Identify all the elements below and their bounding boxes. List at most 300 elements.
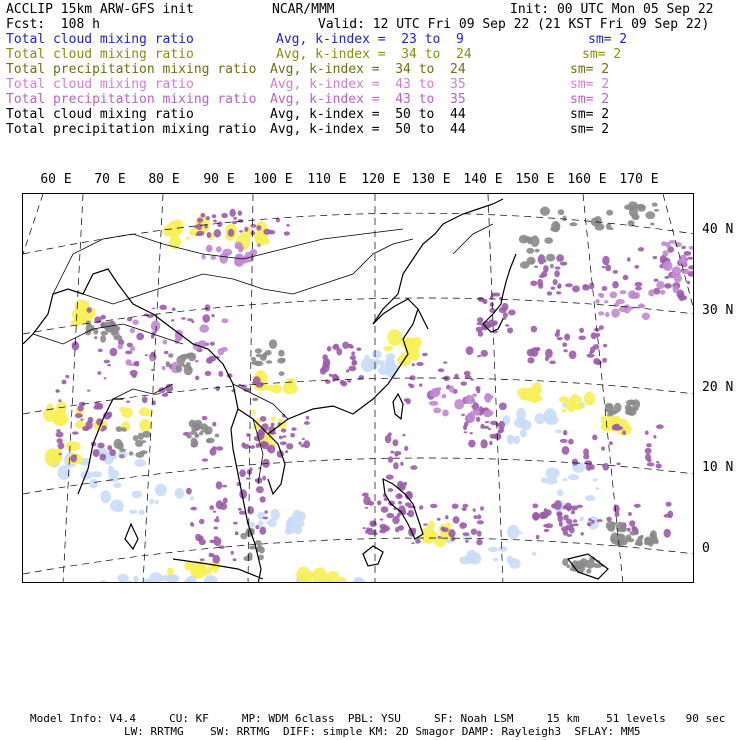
legend-field-name: Total precipitation mixing ratio	[6, 92, 257, 107]
precip-purple-area	[209, 505, 214, 510]
precip-purple-area	[646, 443, 652, 447]
precip-purple-area	[614, 512, 619, 517]
precip-purple-area	[72, 431, 78, 434]
high-cloud-gray-area	[586, 569, 591, 574]
precip-purple-area	[87, 307, 92, 313]
high-cloud-gray-area	[654, 209, 659, 212]
cloud-blue-area	[113, 482, 121, 488]
high-cloud-gray-area	[638, 541, 643, 546]
precip-purple-area	[532, 512, 540, 521]
cloud-yellow-area	[271, 416, 276, 421]
precip-light-purple-area	[595, 299, 599, 304]
precip-purple-area	[602, 266, 606, 268]
precip-purple-area	[499, 403, 507, 411]
organization-label: NCAR/MMM	[272, 2, 335, 17]
precip-purple-area	[536, 347, 540, 351]
precip-light-purple-area	[660, 290, 666, 295]
precip-purple-area	[541, 271, 547, 277]
precip-light-purple-area	[441, 394, 446, 398]
legend-avg-range: Avg, k-index = 43 to 35	[270, 92, 466, 107]
precip-purple-area	[365, 507, 368, 509]
precip-purple-area	[508, 310, 516, 316]
high-cloud-gray-area	[566, 564, 570, 568]
precip-purple-area	[98, 349, 103, 353]
precip-purple-area	[547, 291, 552, 295]
precip-purple-area	[443, 361, 447, 363]
precip-purple-area	[481, 350, 488, 357]
high-cloud-gray-area	[259, 546, 265, 553]
latitude-gridline	[23, 458, 694, 494]
legend-field-name: Total cloud mixing ratio	[6, 47, 194, 62]
precip-purple-area	[597, 519, 603, 522]
cloud-yellow-area	[140, 419, 152, 433]
cloud-blue-area	[89, 479, 98, 489]
cloud-yellow-area	[296, 567, 311, 582]
longitude-label: 100 E	[253, 172, 293, 187]
precip-purple-area	[235, 531, 239, 535]
cloud-blue-area	[557, 489, 563, 496]
high-cloud-gray-area	[176, 355, 185, 364]
precip-purple-area	[283, 435, 287, 438]
precip-light-purple-area	[430, 390, 440, 397]
precip-purple-area	[507, 327, 513, 333]
precip-purple-area	[228, 229, 235, 237]
precip-light-purple-area	[129, 364, 133, 366]
precip-purple-area	[210, 342, 215, 346]
precip-purple-area	[395, 527, 399, 533]
high-cloud-gray-area	[535, 249, 540, 253]
precip-purple-area	[56, 390, 60, 392]
precip-light-purple-area	[656, 281, 664, 289]
precip-purple-area	[256, 443, 260, 446]
cloud-blue-area	[498, 546, 508, 551]
high-cloud-gray-area	[540, 207, 550, 216]
precip-purple-area	[260, 416, 267, 422]
cloud-yellow-area	[66, 441, 81, 451]
cloud-blue-area	[513, 436, 520, 445]
high-cloud-gray-area	[168, 353, 173, 358]
precip-purple-area	[555, 332, 560, 337]
precip-purple-area	[223, 498, 228, 504]
cloud-blue-area	[563, 478, 568, 481]
precip-purple-area	[442, 527, 449, 532]
high-cloud-gray-area	[129, 451, 134, 455]
cloud-yellow-area	[569, 397, 577, 404]
precip-purple-area	[109, 449, 116, 456]
cloud-blue-area	[270, 509, 280, 521]
precip-purple-area	[466, 346, 474, 355]
precip-purple-area	[351, 360, 357, 366]
high-cloud-gray-area	[654, 539, 658, 542]
cloud-yellow-area	[533, 396, 543, 401]
precip-purple-area	[654, 279, 659, 282]
longitude-label: 70 E	[94, 172, 126, 187]
precip-purple-area	[480, 439, 487, 448]
precip-light-purple-area	[151, 320, 160, 331]
precip-purple-area	[233, 217, 237, 220]
precip-light-purple-area	[199, 325, 209, 333]
precip-purple-area	[251, 231, 256, 235]
cloud-blue-area	[132, 491, 143, 499]
precip-purple-area	[202, 416, 208, 420]
high-cloud-gray-area	[580, 558, 588, 568]
precip-purple-area	[213, 527, 218, 530]
precip-purple-area	[468, 440, 475, 448]
precip-purple-area	[556, 254, 564, 262]
precip-purple-area	[393, 462, 399, 469]
longitude-label: 120 E	[361, 172, 401, 187]
precip-purple-area	[498, 421, 505, 429]
high-cloud-gray-area	[280, 358, 286, 362]
precip-purple-area	[303, 440, 310, 448]
precip-purple-area	[77, 405, 83, 412]
precip-light-purple-area	[648, 289, 654, 296]
precip-purple-area	[329, 374, 333, 377]
precip-purple-area	[412, 528, 416, 532]
precip-purple-area	[80, 419, 83, 421]
precip-purple-area	[581, 532, 584, 536]
precip-purple-area	[58, 399, 61, 402]
cloud-yellow-area	[271, 384, 282, 393]
cloud-blue-area	[555, 429, 562, 433]
precip-purple-area	[216, 446, 224, 450]
precip-purple-area	[480, 506, 484, 510]
cloud-blue-area	[506, 556, 513, 564]
precip-light-purple-area	[257, 243, 261, 247]
high-cloud-gray-area	[142, 431, 152, 438]
high-cloud-gray-area	[630, 531, 637, 536]
precip-purple-area	[527, 349, 535, 357]
cloud-blue-area	[379, 360, 384, 366]
high-cloud-gray-area	[527, 239, 532, 244]
precip-purple-area	[409, 384, 414, 388]
cloud-blue-area	[541, 477, 548, 483]
precip-purple-area	[536, 535, 540, 539]
cloud-blue-area	[296, 511, 306, 522]
precip-purple-area	[320, 367, 326, 375]
precip-purple-area	[246, 433, 250, 437]
precip-purple-area	[563, 349, 567, 352]
precip-light-purple-area	[616, 299, 625, 304]
precip-purple-area	[202, 314, 210, 323]
precip-light-purple-area	[682, 269, 690, 275]
cloud-blue-area	[149, 499, 154, 505]
precip-purple-area	[551, 504, 557, 509]
precip-purple-area	[256, 225, 261, 230]
precip-purple-area	[340, 380, 345, 385]
high-cloud-gray-area	[605, 403, 613, 408]
high-cloud-gray-area	[594, 216, 602, 225]
precip-purple-area	[638, 247, 644, 251]
precip-light-purple-area	[485, 394, 494, 399]
cloud-yellow-area	[562, 409, 567, 413]
precip-purple-area	[205, 304, 211, 311]
precip-purple-area	[562, 342, 567, 347]
precip-purple-area	[451, 537, 456, 541]
precip-purple-area	[195, 376, 199, 381]
precip-light-purple-area	[635, 292, 640, 299]
high-cloud-gray-area	[520, 261, 530, 269]
precip-purple-area	[239, 469, 246, 477]
precip-purple-area	[557, 512, 562, 517]
longitude-label: 110 E	[307, 172, 347, 187]
precip-purple-area	[656, 461, 659, 463]
precip-purple-area	[423, 523, 428, 525]
high-cloud-gray-area	[269, 339, 277, 349]
precip-purple-area	[589, 283, 594, 290]
precip-purple-area	[88, 417, 94, 423]
high-cloud-gray-area	[260, 354, 267, 361]
latitude-label: 30 N	[702, 303, 734, 318]
cloud-blue-area	[568, 474, 579, 480]
precip-purple-area	[460, 381, 467, 385]
longitude-label: 90 E	[203, 172, 235, 187]
precip-purple-area	[687, 257, 693, 260]
precip-purple-area	[553, 279, 558, 285]
precip-purple-area	[213, 555, 221, 564]
precip-purple-area	[216, 500, 224, 509]
precip-purple-area	[104, 377, 107, 379]
precip-purple-area	[133, 361, 139, 366]
precip-purple-area	[350, 356, 356, 361]
precip-purple-area	[505, 324, 509, 327]
cloud-blue-area	[375, 582, 386, 583]
cloud-blue-area	[493, 558, 499, 562]
precip-purple-area	[342, 342, 349, 349]
high-cloud-gray-area	[550, 226, 559, 231]
precip-purple-area	[75, 413, 83, 418]
precip-purple-area	[579, 328, 584, 333]
precip-purple-area	[238, 508, 242, 511]
precip-purple-area	[473, 508, 476, 511]
precip-purple-area	[572, 285, 580, 292]
precip-purple-area	[281, 428, 287, 432]
high-cloud-gray-area	[265, 350, 272, 355]
cloud-blue-area	[117, 505, 123, 512]
legend-field-name: Total cloud mixing ratio	[6, 77, 194, 92]
precip-light-purple-area	[598, 311, 604, 315]
legend-smoothing: sm= 2	[570, 92, 610, 107]
precip-purple-area	[302, 438, 305, 440]
precip-purple-area	[358, 377, 362, 380]
precip-light-purple-area	[234, 258, 244, 267]
cloud-blue-area	[532, 552, 536, 556]
cloud-yellow-area	[184, 562, 193, 571]
cloud-blue-area	[516, 408, 526, 421]
precip-purple-area	[681, 246, 686, 249]
precip-purple-area	[392, 439, 398, 446]
high-cloud-gray-area	[180, 363, 185, 366]
precip-purple-area	[87, 390, 91, 392]
cloud-blue-area	[378, 366, 390, 375]
precip-purple-area	[221, 213, 228, 218]
cloud-blue-area	[520, 429, 527, 437]
precip-light-purple-area	[663, 262, 669, 269]
precip-purple-area	[195, 534, 201, 541]
cloud-blue-area	[375, 582, 384, 583]
precip-purple-area	[85, 426, 89, 431]
precip-purple-area	[493, 320, 498, 325]
precip-purple-area	[267, 448, 270, 452]
cloud-yellow-area	[312, 568, 328, 584]
precip-purple-area	[483, 301, 487, 304]
precip-light-purple-area	[470, 411, 476, 415]
precip-purple-area	[100, 454, 107, 461]
precip-purple-area	[564, 334, 570, 341]
precip-purple-area	[463, 532, 470, 536]
longitude-label: 160 E	[567, 172, 607, 187]
cloud-yellow-area	[584, 392, 595, 406]
precip-purple-area	[264, 510, 267, 514]
precip-purple-area	[664, 529, 671, 538]
high-cloud-gray-area	[569, 222, 577, 226]
cloud-yellow-area	[251, 409, 256, 414]
cloud-blue-area	[127, 581, 133, 583]
precip-purple-area	[187, 318, 193, 321]
precip-purple-area	[587, 353, 595, 357]
precip-purple-area	[279, 436, 283, 440]
longitude-label: 150 E	[515, 172, 555, 187]
precip-purple-area	[136, 333, 144, 341]
precip-purple-area	[127, 317, 132, 321]
longitude-label: 60 E	[40, 172, 72, 187]
cloud-blue-area	[353, 577, 364, 583]
precip-purple-area	[612, 281, 619, 288]
precip-purple-area	[527, 357, 534, 363]
cloud-yellow-area	[172, 219, 184, 233]
precip-purple-area	[555, 266, 561, 269]
cloud-yellow-area	[119, 407, 127, 413]
cloud-blue-area	[546, 416, 559, 425]
precip-purple-area	[200, 558, 205, 561]
country-border	[83, 239, 413, 304]
precip-purple-area	[110, 348, 118, 357]
precip-purple-area	[405, 502, 412, 506]
precip-purple-area	[602, 358, 607, 363]
precip-purple-area	[347, 380, 351, 383]
precip-purple-area	[244, 227, 248, 232]
precip-purple-area	[571, 510, 575, 514]
precip-purple-area	[363, 527, 366, 529]
cloud-yellow-area	[577, 403, 582, 408]
precip-light-purple-area	[429, 401, 439, 406]
precip-purple-area	[470, 379, 474, 381]
precip-purple-area	[215, 386, 220, 391]
precip-purple-area	[645, 431, 649, 435]
precip-light-purple-area	[433, 408, 441, 414]
precip-purple-area	[142, 396, 148, 403]
high-cloud-gray-area	[542, 259, 546, 263]
precip-purple-area	[323, 358, 331, 368]
precip-purple-area	[172, 308, 176, 312]
precip-purple-area	[213, 220, 217, 223]
precip-light-purple-area	[454, 399, 464, 410]
high-cloud-gray-area	[166, 362, 170, 367]
high-cloud-gray-area	[619, 534, 624, 538]
precip-light-purple-area	[599, 293, 604, 298]
precip-purple-area	[635, 282, 643, 287]
precip-purple-area	[217, 221, 222, 227]
precip-purple-area	[377, 500, 381, 505]
precip-purple-area	[635, 287, 642, 291]
precip-purple-area	[390, 451, 394, 454]
precip-purple-area	[632, 526, 637, 531]
precip-purple-area	[126, 401, 130, 403]
precip-purple-area	[545, 356, 549, 361]
precip-purple-area	[568, 439, 574, 445]
cloud-yellow-area	[53, 417, 66, 426]
precip-purple-area	[239, 230, 243, 232]
cloud-blue-area	[592, 478, 598, 481]
precip-purple-area	[438, 368, 445, 372]
high-cloud-gray-area	[544, 237, 553, 244]
precip-purple-area	[290, 433, 295, 437]
precip-purple-area	[222, 485, 227, 488]
precip-purple-area	[599, 325, 604, 330]
precip-purple-area	[412, 363, 415, 366]
precip-purple-area	[664, 283, 672, 289]
high-cloud-gray-area	[546, 254, 555, 262]
precip-purple-area	[602, 286, 608, 291]
precip-purple-area	[454, 374, 459, 379]
precip-purple-area	[256, 486, 264, 493]
cloud-blue-area	[190, 496, 194, 500]
model-info-line2: LW: RRTMG SW: RRTMG DIFF: simple KM: 2D Smagor DAMP: Rayleigh3 SFLAY: MM5	[124, 725, 641, 738]
precip-light-purple-area	[206, 245, 213, 252]
latitude-gridline	[23, 298, 694, 334]
precip-purple-area	[445, 515, 448, 519]
precip-purple-area	[262, 476, 266, 481]
high-cloud-gray-area	[630, 213, 634, 216]
precip-light-purple-area	[163, 339, 168, 344]
cloud-blue-area	[517, 531, 523, 534]
precip-purple-area	[664, 276, 669, 279]
cloud-yellow-area	[167, 568, 174, 576]
precip-purple-area	[395, 494, 402, 500]
cloud-blue-area	[204, 575, 218, 583]
high-cloud-gray-area	[266, 360, 272, 364]
high-cloud-gray-area	[626, 400, 635, 405]
precip-light-purple-area	[605, 312, 609, 317]
precip-purple-area	[684, 251, 692, 256]
cloud-yellow-area	[387, 329, 403, 346]
precip-purple-area	[544, 529, 549, 532]
high-cloud-gray-area	[645, 211, 655, 219]
cloud-blue-area	[469, 552, 481, 564]
precip-purple-area	[653, 435, 656, 439]
coastline	[373, 224, 443, 324]
precip-purple-area	[448, 529, 455, 537]
high-cloud-gray-area	[530, 260, 534, 264]
precip-purple-area	[460, 522, 467, 528]
precip-purple-area	[125, 351, 132, 355]
precip-purple-area	[550, 287, 555, 290]
precip-light-purple-area	[449, 386, 455, 393]
precip-purple-area	[260, 496, 266, 502]
cloud-blue-area	[585, 495, 596, 501]
precip-light-purple-area	[150, 357, 154, 361]
precip-purple-area	[565, 525, 570, 531]
latitude-gridline	[23, 538, 694, 574]
precip-purple-area	[195, 360, 199, 362]
precip-purple-area	[477, 514, 481, 519]
precip-purple-area	[107, 364, 111, 366]
cloud-blue-area	[133, 576, 138, 582]
coastline	[363, 546, 383, 566]
cloud-blue-area	[488, 547, 498, 553]
precip-purple-area	[438, 536, 441, 539]
cloud-blue-area	[579, 517, 584, 522]
